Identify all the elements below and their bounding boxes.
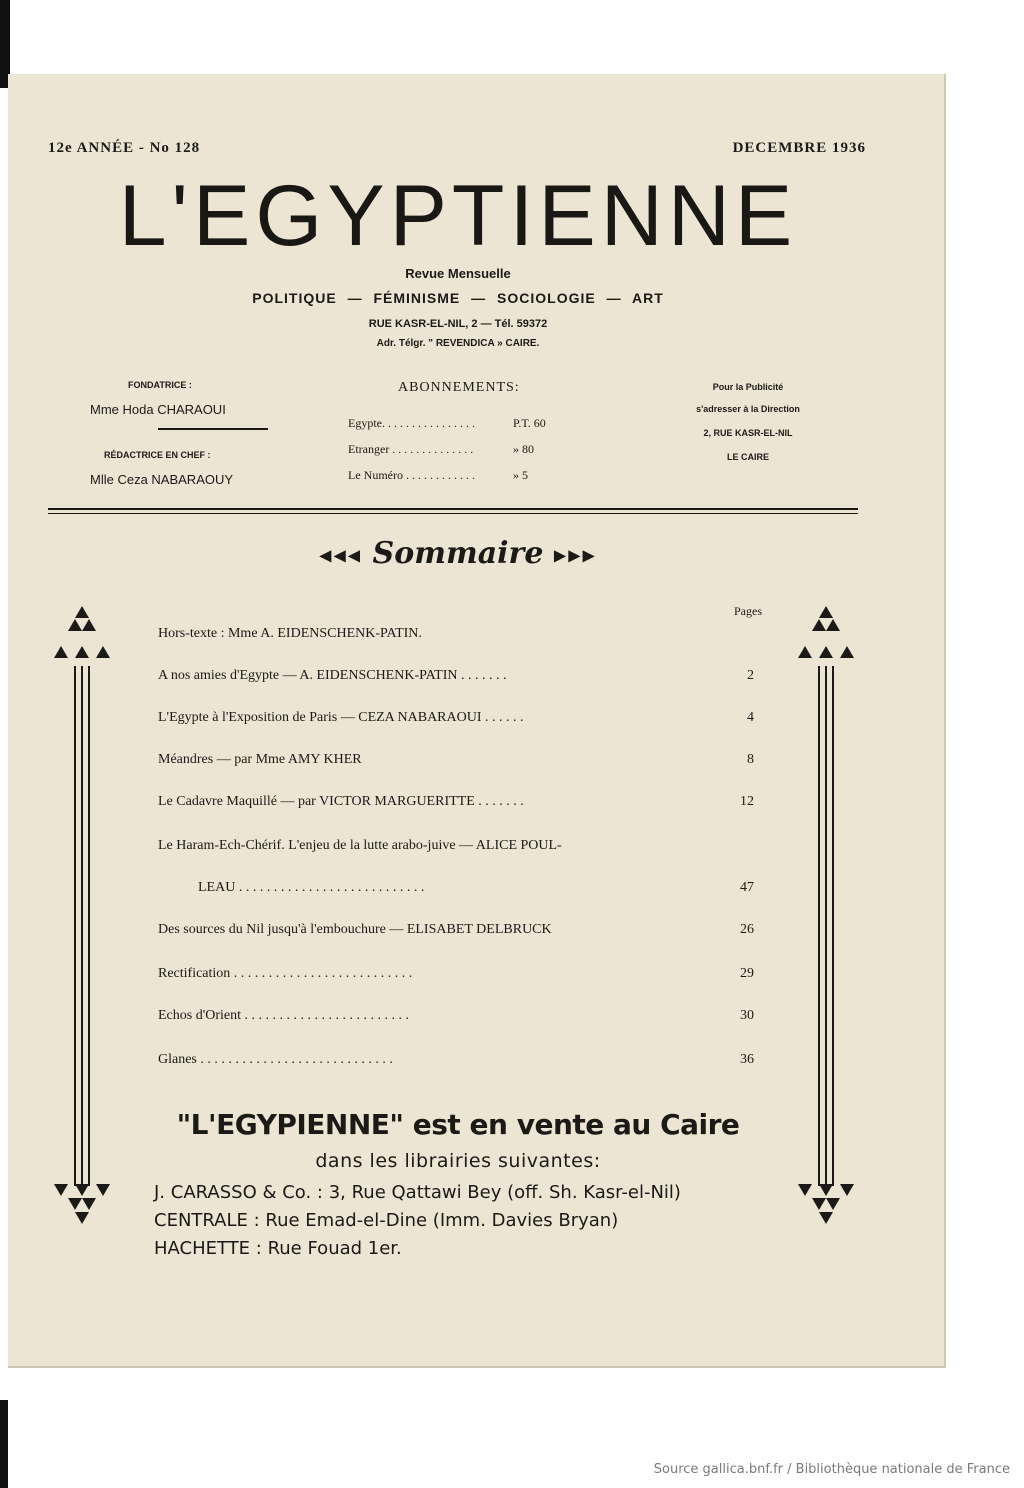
triangle-icon [75,646,89,658]
ornament-left-icon: ◀◀◀ [319,545,363,565]
toc-page-number: 29 [740,966,754,981]
triangle-icon [75,1212,89,1224]
bookshop-entry: J. CARASSO & Co. : 3, Rue Qattawi Bey (off. Sh. Kasr-el-Nil) [154,1182,681,1203]
triangle-icon [840,646,854,658]
bookshop-entry: CENTRALE : Rue Emad-el-Dine (Imm. Davies Bryan) [154,1210,619,1231]
subscription-label: Etranger . . . . . . . . . . . . . . [348,442,474,456]
triangle-icon [798,646,812,658]
toc-item: L'Egypte à l'Exposition de Paris — CEZA NABARAOUI . . . . . . [158,710,524,725]
triangle-icon [826,619,840,631]
triangle-icon [819,606,833,618]
subscription-label: Le Numéro . . . . . . . . . . . . [348,468,475,482]
contents-title: Sommaire [372,536,544,571]
toc-item: Glanes . . . . . . . . . . . . . . . . . . . . . . . . . . . . [158,1052,393,1067]
triangle-icon [819,1184,833,1196]
bookshop-entry: HACHETTE : Rue Fouad 1er. [154,1238,402,1259]
subscription-row [348,442,578,457]
telegraph-address: Adr. Télgr. " REVENDICA » CAIRE. [376,338,540,349]
magazine-subtitle: Revue Mensuelle [405,266,511,281]
triangle-icon [68,1198,82,1210]
triangle-icon [82,619,96,631]
contents-heading [8,536,908,571]
triangle-icon [96,1184,110,1196]
toc-item: Le Cadavre Maquillé — par VICTOR MARGUERITTE . . . . . . . [158,794,524,809]
subscription-price: » 80 [513,442,534,456]
toc-item: Echos d'Orient . . . . . . . . . . . . . . . . . . . . . . . . [158,1008,410,1023]
subscription-row [348,416,578,431]
triangle-icon [54,1184,68,1196]
toc-page-number: 26 [740,922,754,937]
editorial-address: RUE KASR-EL-NIL, 2 — Tél. 59372 [368,318,548,330]
editor-name: Mlle Ceza NABARAOUY [90,472,234,487]
triangle-icon [840,1184,854,1196]
publicity-line: LE CAIRE [726,452,769,462]
publicity-line: Pour la Publicité [712,382,784,392]
subscriptions-heading: ABONNEMENTS: [398,380,520,395]
publicity-line: s'adresser à la Direction [696,404,800,414]
issue-date: DECEMBRE 1936 [732,140,866,156]
editor-label: RÉDACTRICE EN CHEF : [104,450,211,460]
triangle-icon [75,606,89,618]
binding-edge-bottom [0,1400,8,1488]
subscription-label: Egypte. . . . . . . . . . . . . . . . [348,416,475,430]
sale-subheading: dans les librairies suivantes: [315,1150,601,1172]
triangle-icon [68,619,82,631]
triangle-icon [826,1198,840,1210]
toc-page-number: 36 [740,1052,754,1067]
toc-page-number: 2 [747,668,754,683]
toc-item: Rectification . . . . . . . . . . . . . . . . . . . . . . . . . . [158,966,413,981]
magazine-topics: POLITIQUE — FÉMINISME — SOCIOLOGIE — ART [252,290,664,306]
magazine-page [8,74,946,1368]
staff-divider [158,428,268,430]
toc-item: Hors-texte : Mme A. EIDENSCHENK-PATIN. [158,626,422,641]
toc-page-number: 47 [740,880,754,895]
source-credit: Source gallica.bnf.fr / Bibliothèque nationale de France [653,1462,1010,1477]
section-rule [48,508,858,510]
triangle-icon [82,1198,96,1210]
issue-number: 12e ANNÉE - No 128 [48,140,201,156]
triangle-icon [96,646,110,658]
triangle-icon [819,1212,833,1224]
ornament-right-icon: ▶▶▶ [553,545,597,565]
toc-item-continued: LEAU . . . . . . . . . . . . . . . . . . . . . . . . . . . [198,880,425,895]
triangle-icon [819,646,833,658]
subscription-price: P.T. 60 [513,416,546,430]
pages-label: Pages [734,604,762,618]
triangle-icon [75,1184,89,1196]
triangle-icon [812,619,826,631]
founder-label: FONDATRICE : [128,380,192,390]
magazine-title: L'EGYPTIENNE [118,168,798,264]
toc-item: Méandres — par Mme AMY KHER [158,752,362,767]
section-rule [48,513,858,514]
sale-headline: "L'EGYPIENNE" est en vente au Caire [176,1108,740,1141]
triangle-icon [54,646,68,658]
subscription-row [348,468,578,483]
toc-page-number: 12 [740,794,754,809]
toc-page-number: 4 [747,710,754,725]
triangle-icon [798,1184,812,1196]
toc-page-number: 8 [747,752,754,767]
founder-name: Mme Hoda CHARAOUI [90,402,226,417]
subscription-price: » 5 [513,468,528,482]
triangle-icon [812,1198,826,1210]
toc-item: Le Haram-Ech-Chérif. L'enjeu de la lutte arabo-juive — ALICE POUL- [158,838,562,853]
toc-item: Des sources du Nil jusqu'à l'embouchure — ELISABET DELBRUCK [158,922,552,937]
toc-item: A nos amies d'Egypte — A. EIDENSCHENK-PATIN . . . . . . . [158,668,507,683]
publicity-line: 2, RUE KASR-EL-NIL [703,428,793,438]
toc-page-number: 30 [740,1008,754,1023]
